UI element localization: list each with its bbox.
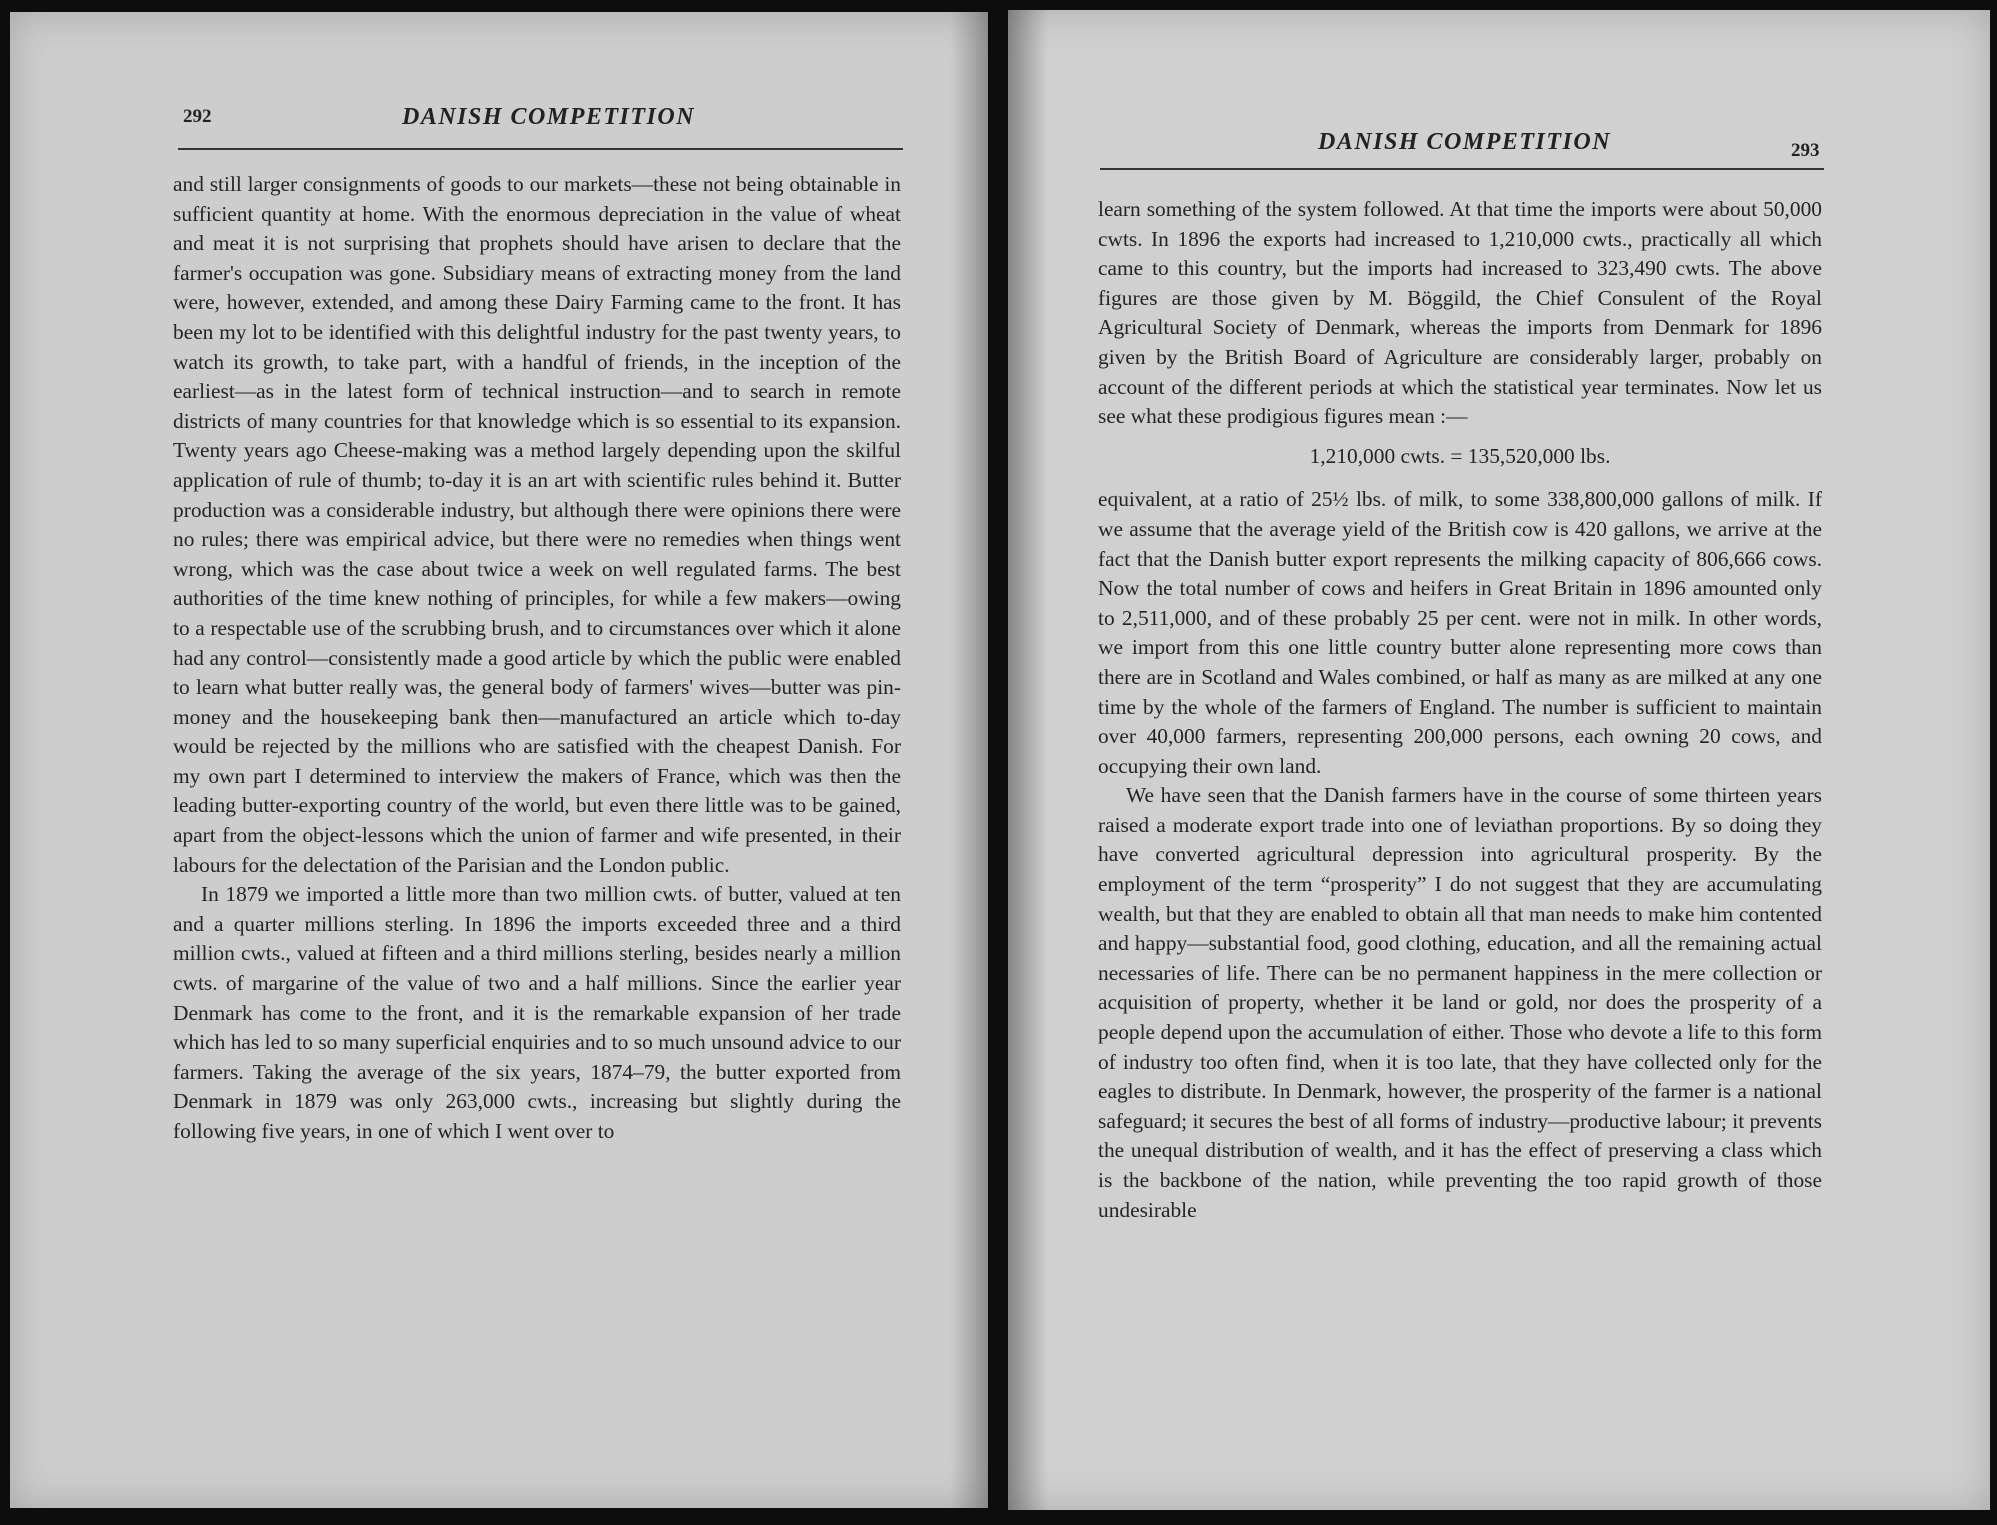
running-head-right: DANISH COMPETITION (1318, 129, 1612, 155)
header-rule-left (178, 148, 903, 150)
body-paragraph: In 1879 we imported a little more than two million cwts. of butter, valued at ten and a quarter millions sterling. In 1896 the imports exceeded three and a third million cwts., valued at fifteen and a third millions sterling, besides nearly a million cwts. of margarine of the value of two and a half millions. Since the earlier year Denmark has come to the front, and it is the remarkable expansion of her trade which has led to so many superficial enquiries and to so much unsound advice to our farmers. Taking the average of the six years, 1874–79, the butter exported from Denmark in 1879 was only 263,000 cwts., increasing but slightly during the following five years, in one of which I went over to (173, 882, 901, 1143)
body-paragraph: and still larger consignments of goods to our markets—these not being obtainable in sufficient quantity at home. With the enormous depreciation in the value of wheat and meat it is not surprising that prophets should have arisen to declare that the farmer's occupation was gone. Subsidiary means of extracting money from the land were, however, extended, and among these Dairy Farming came to the front. It has been my lot to be identified with this delightful industry for the past twenty years, to watch its growth, to take part, with a handful of friends, in the inception of the earliest—as in the latest form of technical instruction—and to search in remote districts of many countries for that knowledge which is so essential to its expansion. Twenty years ago Cheese-making was a method largely depending upon the skilful application of rule of thumb; to-day it is an art with scientific rules behind it. Butter production was a considerable industry, but although there were opinions there were no rules; there was empirical advice, but there were no remedies when things went wrong, which was the case about twice a week on well regulated farms. The best authorities of the time knew nothing of principles, for while a few makers—owing to a respectable use of the scrubbing brush, and to circumstances over which it alone had any control—consistently made a good article by which the public were enabled to learn what butter really was, the general body of farmers' wives—butter was pin-money and the housekeeping bank then—manufactured an article which to-day would be rejected by the millions who are satisfied with the cheapest Danish. For my own part I determined to interview the makers of France, which was then the leading butter-exporting country of the world, but even there little was to be gained, apart from the object-lessons which the union of farmer and wife presented, in their labours for the delectation of the Parisian and the London public. (173, 172, 901, 877)
body-paragraph: learn something of the system followed. At that time the imports were about 50,000 cwts. In 1896 the exports had increased to 1,210,000 cwts., practically all which came to this country, but the imports had increased to 323,490 cwts. The above figures are those given by M. Böggild, the Chief Consulent of the Royal Agricultural Society of Denmark, whereas the imports from Denmark for 1896 given by the British Board of Agriculture are considerably larger, probably on account of the different periods at which the statistical year terminates. Now let us see what these prodigious figures mean :— (1098, 197, 1822, 429)
conversion-equation: 1,210,000 cwts. = 135,520,000 lbs. (1309, 443, 1611, 468)
header-rule-right (1100, 168, 1824, 170)
body-paragraph: equivalent, at a ratio of 25½ lbs. of milk, to some 338,800,000 gallons of milk. If we assume that the average yield of the British cow is 420 gallons, we arrive at the fact that the Danish butter export represents the milking capacity of 806,666 cows. Now the total number of cows and heifers in Great Britain in 1896 amounted only to 2,511,000, and of these probably 25 per cent. were not in milk. In other words, we import from this one little country butter alone representing more cows than there are in Scotland and Wales combined, or half as many as are milked at any one time by the whole of the farmers of England. The number is sufficient to maintain over 40,000 farmers, representing 200,000 persons, each owning 20 cows, and occupying their own land. (1098, 487, 1822, 778)
body-paragraph: We have seen that the Danish farmers have in the course of some thirteen years raised a moderate export trade into one of leviathan proportions. By so doing they have converted agricultural depression into agricultural prosperity. By the employment of the term “prosperity” I do not suggest that they are accumulating wealth, but that they are enabled to obtain all that man needs to make him contented and happy—substantial food, good clothing, education, and all the remaining actual necessaries of life. There can be no permanent happiness in the mere collection or acquisition of property, whether it be land or gold, nor does the prosperity of a people depend upon the accumulation of either. Those who devote a life to this form of industry too often find, when it is too late, that they have collected only for the eagles to distribute. In Denmark, however, the prosperity of the farmer is a national safeguard; it secures the best of all forms of industry—productive labour; it prevents the unequal distribution of wealth, and it has the effect of preserving a class which is the backbone of the nation, while preventing the too rapid growth of those undesirable (1098, 783, 1822, 1222)
running-head-left: DANISH COMPETITION (402, 104, 696, 130)
book-gutter-shadow-right (1008, 10, 1048, 1510)
book-gutter-shadow-left (950, 12, 990, 1508)
page-number-right: 293 (1791, 140, 1820, 161)
page-number-left: 292 (183, 106, 212, 127)
right-page-body (1098, 195, 1822, 1225)
left-page-body (173, 170, 901, 1147)
